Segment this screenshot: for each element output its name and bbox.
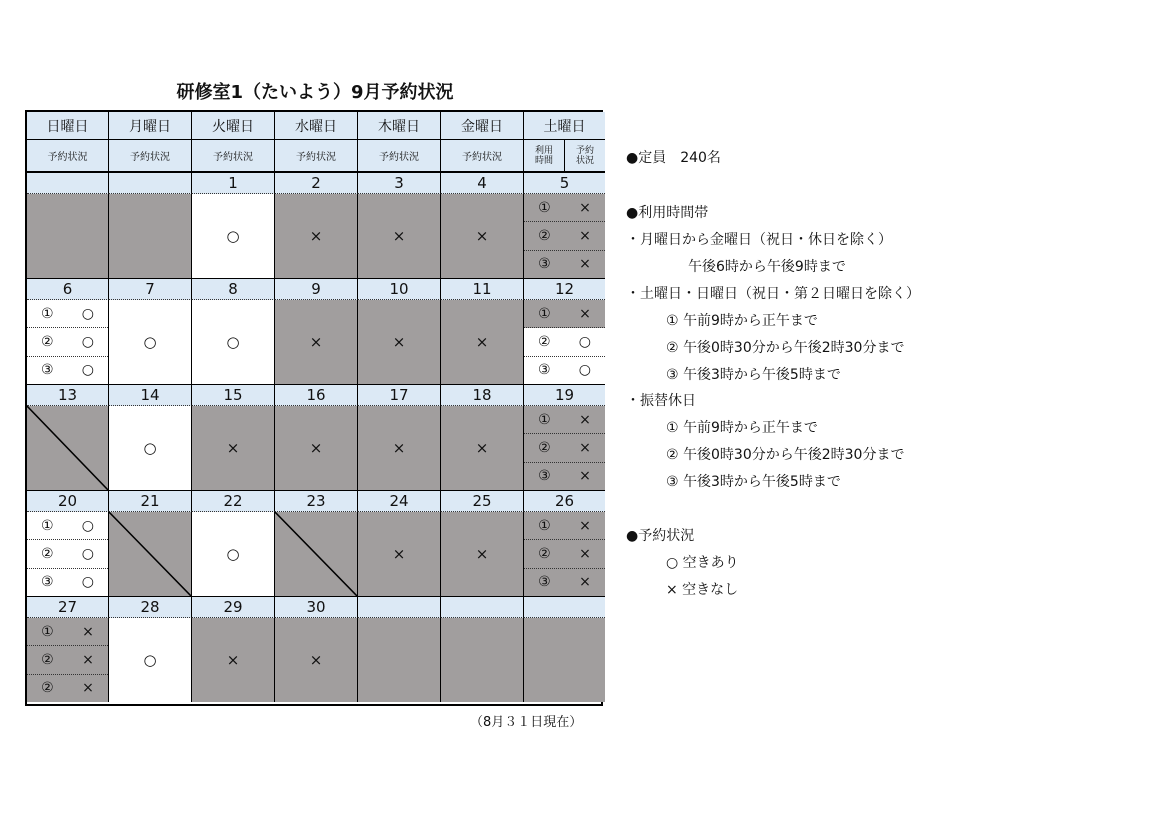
slot-number: ② (41, 651, 54, 668)
closed-day (109, 512, 192, 596)
day-number (524, 596, 605, 618)
day-status: × (358, 194, 441, 278)
slot-number: ① (538, 517, 551, 534)
time-slot (524, 328, 605, 356)
slot-number: ③ (41, 362, 54, 379)
day-number: 29 (192, 596, 275, 618)
weekend-slot-3: ③ 午後3時から午後5時まで (666, 367, 841, 383)
time-slot (27, 540, 108, 568)
day-number: 13 (27, 384, 109, 406)
time-slots (27, 300, 109, 384)
slot-number: ③ (41, 574, 54, 591)
day-number (109, 172, 192, 194)
slot-number: ① (538, 199, 551, 216)
time-slot (524, 463, 605, 490)
day-status (109, 194, 192, 278)
time-slots (524, 406, 605, 490)
weekday-header: 月曜日 (109, 112, 192, 140)
time-slot (27, 357, 108, 384)
slot-number: ② (538, 227, 551, 244)
weekday-header: 火曜日 (192, 112, 275, 140)
day-number: 7 (109, 278, 192, 300)
slot-status: × (579, 574, 591, 591)
slot-number: ③ (538, 574, 551, 591)
slot-status: × (579, 256, 591, 273)
slot-number: ② (538, 333, 551, 350)
day-status: × (441, 300, 524, 384)
day-number: 15 (192, 384, 275, 406)
slot-number: ② (538, 545, 551, 562)
day-number: 24 (358, 490, 441, 512)
day-number: 3 (358, 172, 441, 194)
day-number (441, 596, 524, 618)
day-status: × (441, 406, 524, 490)
time-slot (524, 569, 605, 596)
weekday-header: 水曜日 (275, 112, 358, 140)
slot-status: ○ (81, 362, 94, 379)
holiday-slot-3: ③ 午後3時から午後5時まで (666, 474, 841, 490)
weekday-header: 土曜日 (524, 112, 605, 140)
day-number (27, 172, 109, 194)
time-slot (27, 646, 108, 674)
time-slot (524, 222, 605, 250)
slot-status: × (82, 623, 94, 640)
reservation-calendar (25, 110, 603, 706)
slot-number: ③ (538, 256, 551, 273)
slot-status: ○ (81, 574, 94, 591)
day-number: 18 (441, 384, 524, 406)
slot-status: × (579, 439, 591, 456)
day-status: ○ (109, 406, 192, 490)
slot-status: × (579, 227, 591, 244)
time-slot (524, 300, 605, 328)
time-slot (524, 540, 605, 568)
day-number: 9 (275, 278, 358, 300)
time-slots (524, 512, 605, 596)
slot-status: × (579, 199, 591, 216)
slot-number: ③ (538, 362, 551, 379)
day-number: 10 (358, 278, 441, 300)
day-status: × (441, 512, 524, 596)
slot-status: ○ (81, 517, 94, 534)
slot-status: ○ (578, 362, 591, 379)
day-number: 5 (524, 172, 605, 194)
time-slot (524, 251, 605, 278)
day-status: × (358, 406, 441, 490)
slot-status: × (82, 680, 94, 697)
day-number: 14 (109, 384, 192, 406)
day-number: 27 (27, 596, 109, 618)
day-status: × (275, 300, 358, 384)
day-status: × (358, 300, 441, 384)
weekend-title: ・土曜日・日曜日（祝日・第２日曜日を除く） (626, 286, 920, 302)
day-status: ○ (192, 300, 275, 384)
weekday-title: ・月曜日から金曜日（祝日・休日を除く） (626, 232, 892, 248)
day-number: 28 (109, 596, 192, 618)
slot-status: ○ (81, 545, 94, 562)
weekday-header: 金曜日 (441, 112, 524, 140)
day-status: × (275, 618, 358, 702)
slot-number: ① (538, 305, 551, 322)
slot-number: ② (41, 545, 54, 562)
slot-number: ① (41, 305, 54, 322)
time-slot (524, 194, 605, 222)
time-slots (27, 618, 109, 702)
holiday-title: ・振替休日 (626, 393, 696, 409)
slot-status: × (579, 517, 591, 534)
closed-day (275, 512, 358, 596)
slot-number: ② (538, 439, 551, 456)
status-subheader: 予約状況 (441, 140, 524, 172)
slot-number: ② (41, 333, 54, 350)
day-number: 20 (27, 490, 109, 512)
day-number (358, 596, 441, 618)
day-number: 1 (192, 172, 275, 194)
day-status: ○ (109, 618, 192, 702)
day-status: × (275, 194, 358, 278)
day-status (524, 618, 605, 702)
slot-status: × (579, 468, 591, 485)
status-subheader: 予約状況 (27, 140, 109, 172)
slot-status: ○ (81, 333, 94, 350)
time-slot (27, 618, 108, 646)
weekday-time: 午後6時から午後9時まで (688, 259, 846, 275)
day-number: 22 (192, 490, 275, 512)
slot-status: ○ (578, 333, 591, 350)
time-slot (27, 569, 108, 596)
status-full: × 空きなし (666, 582, 739, 598)
time-slots (524, 300, 605, 384)
calendar-title: 研修室1（たいよう）9月予約状況 (176, 82, 454, 103)
usage-time-label: 利用 時間 (524, 140, 565, 171)
day-number: 23 (275, 490, 358, 512)
time-slots (524, 194, 605, 278)
time-slot (27, 512, 108, 540)
day-status (441, 618, 524, 702)
status-subheader: 予約状況 (358, 140, 441, 172)
weekday-header: 木曜日 (358, 112, 441, 140)
day-status: × (441, 194, 524, 278)
day-number: 19 (524, 384, 605, 406)
weekend-slot-1: ① 午前9時から正午まで (666, 313, 818, 329)
weekend-slot-2: ② 午後0時30分から午後2時30分まで (666, 340, 905, 356)
day-status (27, 194, 109, 278)
slot-number: ② (41, 680, 54, 697)
time-slot (524, 512, 605, 540)
day-status (358, 618, 441, 702)
day-number: 21 (109, 490, 192, 512)
day-number: 25 (441, 490, 524, 512)
holiday-slot-2: ② 午後0時30分から午後2時30分まで (666, 447, 905, 463)
time-slot (524, 406, 605, 434)
capacity-text: ●定員 240名 (626, 150, 721, 166)
closed-day (27, 406, 109, 490)
saturday-subheader (524, 140, 605, 172)
day-status: × (358, 512, 441, 596)
status-subheader: 予約状況 (275, 140, 358, 172)
day-status: ○ (192, 512, 275, 596)
day-status: × (192, 406, 275, 490)
weekday-header: 日曜日 (27, 112, 109, 140)
time-slot (27, 328, 108, 356)
day-status: ○ (109, 300, 192, 384)
time-slots (27, 512, 109, 596)
time-slot (27, 300, 108, 328)
slot-status: × (579, 411, 591, 428)
slot-status: × (579, 305, 591, 322)
status-available: ○ 空きあり (666, 555, 739, 571)
time-slot (27, 675, 108, 702)
day-number: 16 (275, 384, 358, 406)
slot-number: ① (41, 517, 54, 534)
day-number: 17 (358, 384, 441, 406)
day-number: 12 (524, 278, 605, 300)
day-status: × (275, 406, 358, 490)
time-slot (524, 434, 605, 462)
day-status: × (192, 618, 275, 702)
slot-number: ① (538, 411, 551, 428)
time-slot (524, 357, 605, 384)
slot-status: × (82, 651, 94, 668)
slot-number: ① (41, 623, 54, 640)
status-subheader: 予約状況 (192, 140, 275, 172)
hours-title: ●利用時間帯 (626, 205, 709, 221)
status-label: 予約 状況 (575, 145, 594, 166)
day-status: ○ (192, 194, 275, 278)
status-title: ●予約状況 (626, 528, 695, 544)
slot-status: ○ (81, 305, 94, 322)
day-number: 6 (27, 278, 109, 300)
day-number: 11 (441, 278, 524, 300)
day-number: 26 (524, 490, 605, 512)
as-of-date: （8月３１日現在） (470, 715, 583, 730)
slot-number: ③ (538, 468, 551, 485)
slot-status: × (579, 545, 591, 562)
day-number: 8 (192, 278, 275, 300)
day-number: 2 (275, 172, 358, 194)
holiday-slot-1: ① 午前9時から正午まで (666, 420, 818, 436)
status-subheader: 予約状況 (109, 140, 192, 172)
day-number: 4 (441, 172, 524, 194)
day-number: 30 (275, 596, 358, 618)
